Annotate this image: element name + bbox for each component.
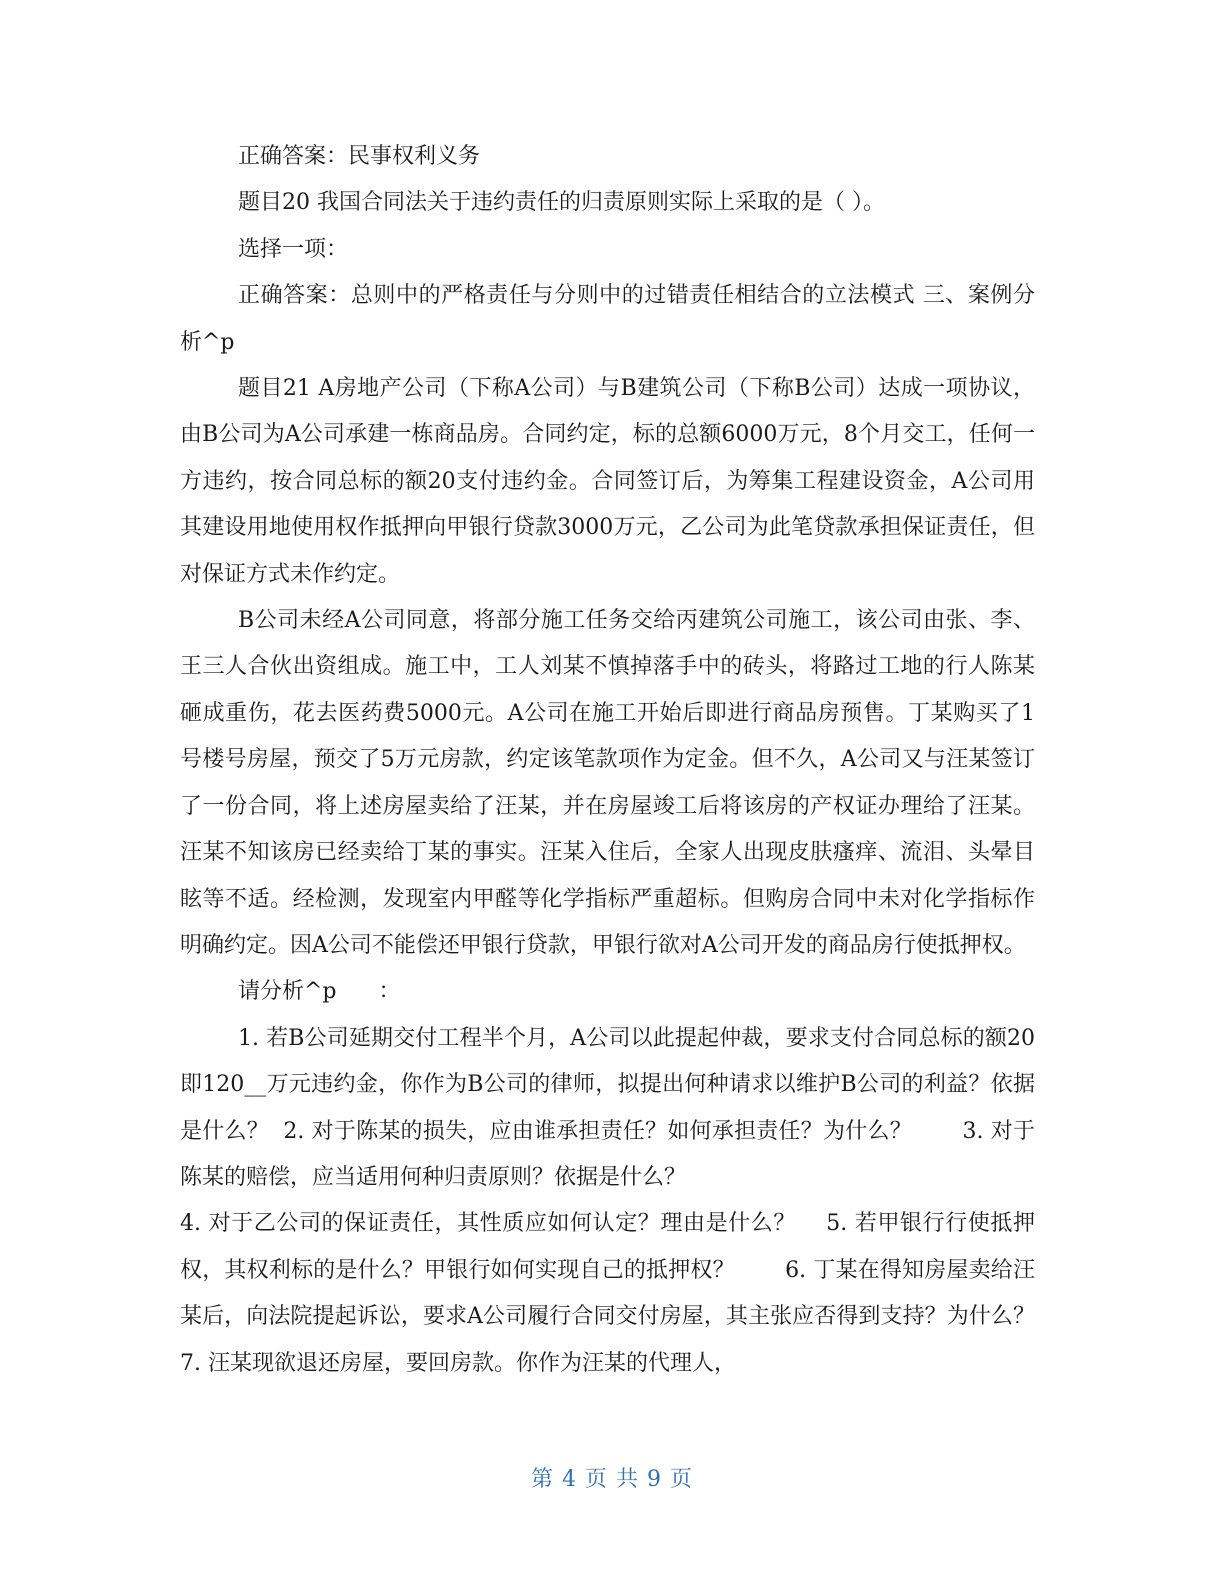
choice-prompt: 选择一项： [238,236,349,262]
analysis-prompt: 请分析^p ： [238,979,401,1005]
question-20: 题目20 我国合同法关于违约责任的归责原则实际上采取的是（ ）。 [238,190,885,216]
question-21-paragraph: 题目21 A房地产公司（下称A公司）与B建筑公司（下称B公司）达成一项协议，由B公司为A公司承建一栋商品房。合同约定，标的总额6000万元，8个月交工，任何一方违约，按合同总标的额20支付违约金。合同签订后，为筹集工程建设资金，A公司用其建设用地使用权作抵押向甲银行贷款3000万元，乙公司为此笔贷款承担保证责任，但对保证方式未作约定。 [180,376,1035,587]
document-body [180,134,1084,1387]
page-footer: 第 4 页 共 9 页 [531,1467,693,1492]
questions-paragraph-2: 4. 对于乙公司的保证责任，其性质应如何认定？理由是什么？ 5. 若甲银行行使抵押权，其权利标的是什么？甲银行如何实现自己的抵押权？ 6. 丁某在得知房屋卖给汪某后，向法院提起诉讼，要求A公司履行合同交付房屋，其主张应否得到支持？为什么？ 7. 汪某现欲退还房屋，要回房款。你作为汪某的代理人， [180,1211,1084,1376]
questions-paragraph-1: 1. 若B公司延期交付工程半个月，A公司以此提起仲裁，要求支付合同总标的额20即120__万元违约金，你作为B公司的律师，拟提出何种请求以维护B公司的利益？依据是什么？ 2. 对于陈某的损失，应由谁承担责任？如何承担责任？为什么？ 3. 对于陈某的赔偿，应当适用何种归责原则？依据是什么？ [180,1025,1035,1190]
answer-paragraph-2: 正确答案：总则中的严格责任与分则中的过错责任相结合的立法模式 三、案例分析^p [180,283,1035,355]
case-facts-paragraph: B公司未经A公司同意，将部分施工任务交给丙建筑公司施工，该公司由张、李、王三人合伙出资组成。施工中，工人刘某不慎掉落手中的砖头，将路过工地的行人陈某砸成重伤，花去医药费5000元。A公司在施工开始后即进行商品房预售。丁某购买了1号楼号房屋，预交了5万元房款，约定该笔款项作为定金。但不久，A公司又与汪某签订了一份合同，将上述房屋卖给了汪某，并在房屋竣工后将该房的产权证办理给了汪某。汪某不知该房已经卖给丁某的事实。汪某入住后，全家人出现皮肤瘙痒、流泪、头晕目眩等不适。经检测，发现室内甲醛等化学指标严重超标。但购房合同中未对化学指标作明确约定。因A公司不能偿还甲银行贷款，甲银行欲对A公司开发的商品房行使抵押权。 [180,608,1035,958]
answer-paragraph-1: 正确答案：民事权利义务 [238,144,481,169]
